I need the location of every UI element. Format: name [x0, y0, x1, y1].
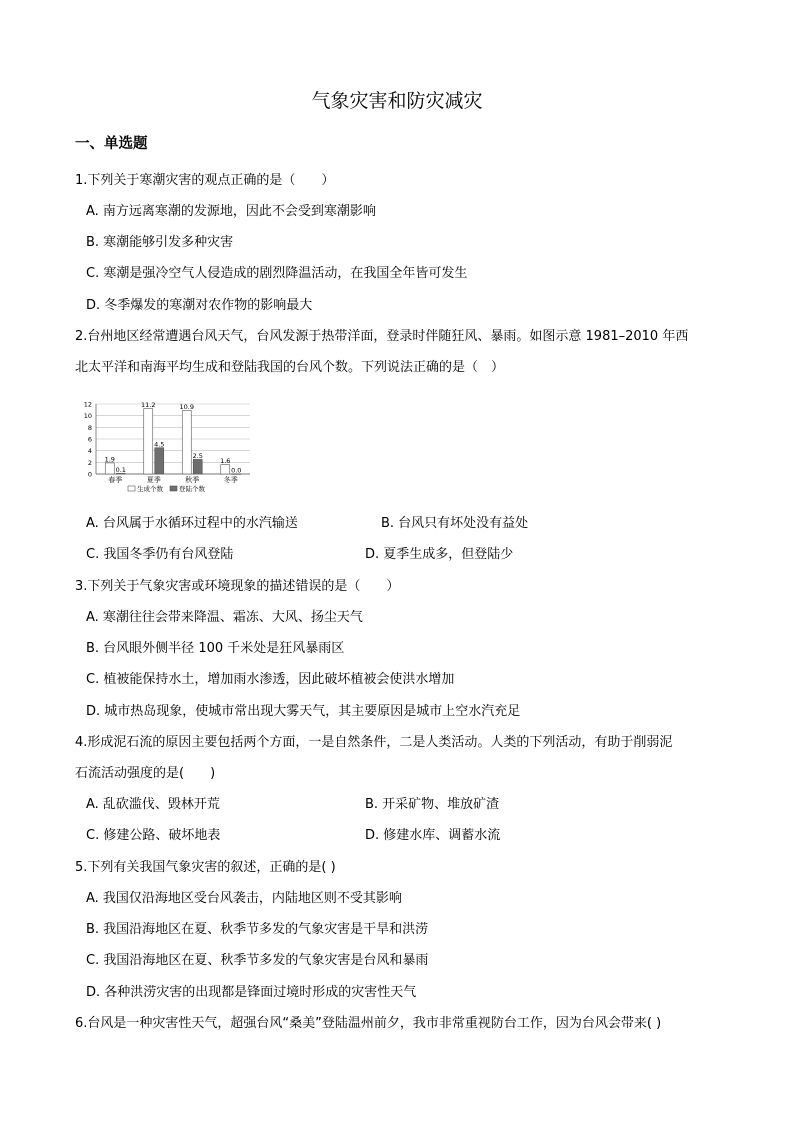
question-2-option-d: D. 夏季生成多，但登陆少 [365, 547, 514, 562]
category-label: 春季 [108, 476, 123, 484]
question-2-option-a: A. 台风属于水循环过程中的水汽输送 [86, 516, 298, 531]
question-4-option-b: B. 开采矿物、堆放矿渣 [365, 797, 500, 812]
y-tick-label: 8 [87, 423, 92, 432]
y-tick-label: 0 [87, 470, 92, 479]
question-1-option-c: C. 寒潮是强冷空气人侵造成的剧烈降温活动，在我国全年皆可发生 [86, 266, 468, 281]
question-2-option-c: C. 我国冬季仍有台风登陆 [86, 547, 234, 562]
data-label: 1.9 [104, 455, 115, 464]
legend-swatch [170, 486, 177, 491]
bar [105, 463, 114, 474]
bar [221, 465, 230, 474]
typhoon-bar-chart [76, 398, 252, 498]
data-label: 4.5 [154, 440, 165, 449]
legend-swatch [128, 486, 135, 491]
legend-label: 生成个数 [137, 485, 163, 493]
question-2-option-b: B. 台风只有坏处没有益处 [381, 516, 529, 531]
data-label: 1.6 [220, 457, 231, 466]
bar [155, 448, 164, 474]
data-label: 0.1 [115, 465, 126, 474]
question-3-option-c: C. 植被能保持水土，增加雨水渗透，因此破坏植被会使洪水增加 [86, 672, 455, 687]
question-4-option-c: C. 修建公路、破坏地表 [86, 828, 221, 843]
y-tick-label: 4 [87, 447, 92, 456]
bar [144, 409, 153, 474]
question-3-option-d: D. 城市热岛现象，使城市常出现大雾天气，其主要原因是城市上空水汽充足 [86, 704, 521, 719]
question-1-option-d: D. 冬季爆发的寒潮对农作物的影响最大 [86, 298, 313, 313]
data-label: 2.5 [192, 451, 203, 460]
question-2-stem-line-1: 2.台州地区经常遭遇台风天气，台风发源于热带洋面，登录时伴随狂风、暴雨。如图示意 1981–2010 年西 [75, 329, 689, 344]
question-4-stem-line-2: 石流活动强度的是( ) [75, 766, 216, 781]
question-5-option-c: C. 我国沿海地区在夏、秋季节多发的气象灾害是台风和暴雨 [86, 953, 429, 968]
data-label: 0.0 [231, 466, 242, 475]
question-3-option-b: B. 台风眼外侧半径 100 千米处是狂风暴雨区 [86, 641, 345, 656]
y-tick-label: 10 [83, 412, 92, 421]
document-title: 气象灾害和防灾减灾 [311, 90, 483, 112]
question-3-stem: 3.下列关于气象灾害或环境现象的描述错误的是（ ） [75, 579, 400, 594]
question-3-option-a: A. 寒潮往往会带来降温、霜冻、大风、扬尘天气 [86, 610, 363, 625]
category-label: 冬季 [223, 476, 238, 484]
question-4-option-d: D. 修建水库、调蓄水流 [365, 828, 501, 843]
y-tick-label: 12 [83, 400, 92, 409]
question-4-stem-line-1: 4.形成泥石流的原因主要包括两个方面，一是自然条件，二是人类活动。人类的下列活动，有助于削弱泥 [75, 735, 673, 750]
y-tick-label: 6 [87, 435, 92, 444]
legend-label: 登陆个数 [179, 485, 205, 493]
question-5-option-b: B. 我国沿海地区在夏、秋季节多发的气象灾害是干旱和洪涝 [86, 922, 429, 937]
question-5-option-d: D. 各种洪涝灾害的出现都是锋面过境时形成的灾害性天气 [86, 985, 417, 1000]
data-label: 10.9 [179, 402, 194, 411]
category-label: 夏季 [146, 476, 161, 484]
question-1-option-b: B. 寒潮能够引发多种灾害 [86, 235, 234, 250]
bar [182, 410, 191, 474]
data-label: 11.2 [141, 401, 156, 410]
category-label: 秋季 [185, 476, 200, 484]
question-5-stem: 5.下列有关我国气象灾害的叙述，正确的是( ) [75, 860, 336, 875]
bar [193, 459, 202, 474]
y-tick-label: 2 [87, 458, 92, 467]
question-5-option-a: A. 我国仅沿海地区受台风袭击，内陆地区则不受其影响 [86, 891, 402, 906]
question-2-stem-line-2: 北太平洋和南海平均生成和登陆我国的台风个数。下列说法正确的是（ ） [75, 360, 505, 375]
question-4-option-a: A. 乱砍滥伐、毁林开荒 [86, 797, 220, 812]
question-6-stem: 6.台风是一种灾害性天气，超强台风“桑美”登陆温州前夕，我市非常重视防台工作，因为台风会带来( ) [75, 1016, 662, 1031]
section-heading: 一、单选题 [75, 136, 148, 152]
question-1-option-a: A. 南方远离寒潮的发源地，因此不会受到寒潮影响 [86, 204, 376, 219]
question-1-stem: 1.下列关于寒潮灾害的观点正确的是（ ） [75, 173, 335, 188]
